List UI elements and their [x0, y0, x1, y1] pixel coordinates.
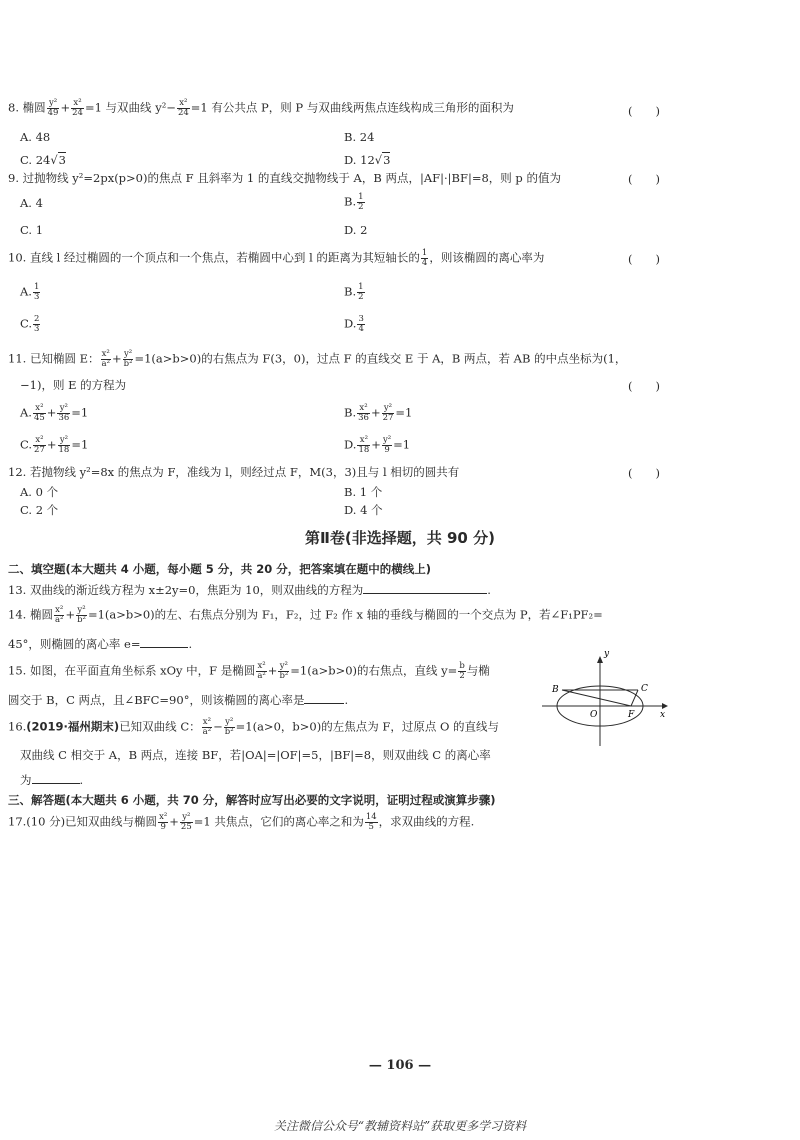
q9-option-c[interactable]: C. 1 — [20, 223, 44, 237]
q14-answer-blank[interactable] — [140, 636, 188, 648]
q16-stem-line1: 16.(2019·福州期末)已知双曲线 C： $\frac{\text{x²}}{\text{a²}}$ − $\frac{\text{y²}}{\text{b²}}$ =1(a>0，b>0)的左焦点为 F，过原点 O 的直线与 — [8, 717, 500, 737]
y-label: y — [604, 650, 610, 659]
q11-option-b[interactable]: B. $\frac{\text{x²}}{36}$ + $\frac{\text{y²}}{27}$ =1 — [344, 403, 413, 423]
q16-answer-blank[interactable] — [32, 772, 80, 784]
q17-stem: 17.(10 分)已知双曲线与椭圆 $\frac{\text{x²}}{9}$ + $\frac{\text{y²}}{25}$ =1 共焦点，它们的离心率之和为 $\frac{14}{5}$ ，求双曲线的方程. — [8, 812, 475, 832]
q12-option-d[interactable]: D. 4 个 — [344, 503, 383, 517]
part2-title: 第Ⅱ卷(非选择题，共 90 分) — [305, 529, 495, 547]
y-axis-arrow — [597, 656, 603, 663]
q10-option-b[interactable]: B. $\frac{1}{2}$ — [344, 282, 364, 302]
ellipse-figure — [538, 650, 668, 748]
q15-stem-line1: 15. 如图，在平面直角坐标系 xOy 中，F 是椭圆 $\frac{\text{x²}}{\text{a²}}$ + $\frac{\text{y²}}{\text{b²}}$ =1(a>b>0)的右焦点，直线 y= $\frac{b}{2}$ 与椭 — [8, 661, 490, 681]
q9-answer-paren[interactable]: ( ) — [628, 172, 660, 186]
q16-stem-line3: 为 . — [20, 773, 84, 787]
q10-option-a[interactable]: A. $\frac{1}{3}$ — [20, 282, 40, 302]
q11-answer-paren[interactable]: ( ) — [628, 379, 660, 393]
footer-note: 关注微信公众号“教辅资料站”获取更多学习资料 — [273, 1119, 527, 1133]
q14-stem-line1: 14. 椭圆 $\frac{\text{x²}}{\text{a²}}$ + $\frac{\text{y²}}{\text{b²}}$ =1(a>b>0)的左、右焦点分别为 F₁，F₂，过 F₂ 作 x 轴的垂线与椭圆的一个交点为 P，若∠F₁PF₂= — [8, 605, 603, 625]
q9-option-b[interactable]: B. $\frac{1}{2}$ — [344, 192, 364, 212]
q10-option-c[interactable]: C. $\frac{2}{3}$ — [20, 314, 40, 334]
x-axis-arrow — [662, 703, 668, 709]
q14-stem-line2: 45°，则椭圆的离心率 e= . — [8, 637, 193, 651]
origin-label: O — [590, 710, 598, 720]
q9-stem: 9. 过抛物线 y²=2px(p>0)的焦点 F 且斜率为 1 的直线交抛物线于 A，B 两点，|AF|·|BF|=8，则 p 的值为 — [8, 171, 561, 185]
section2-heading: 二、填空题(本大题共 4 小题，每小题 5 分，共 20 分，把答案填在题中的横线上) — [8, 562, 432, 576]
point-b-label: B — [552, 685, 559, 695]
q8-option-d[interactable]: D. 12√3 — [344, 153, 391, 167]
q10-answer-paren[interactable]: ( ) — [628, 252, 660, 266]
q11-option-c[interactable]: C. $\frac{\text{x²}}{27}$ + $\frac{\text{y²}}{18}$ =1 — [20, 435, 89, 455]
q12-option-b[interactable]: B. 1 个 — [344, 485, 383, 499]
q10-stem: 10. 直线 l 经过椭圆的一个顶点和一个焦点，若椭圆中心到 l 的距离为其短轴长的 $\frac{1}{4}$ ，则该椭圆的离心率为 — [8, 248, 545, 268]
q12-answer-paren[interactable]: ( ) — [628, 466, 660, 480]
q12-option-c[interactable]: C. 2 个 — [20, 503, 59, 517]
q12-stem: 12. 若抛物线 y²=8x 的焦点为 F，准线为 l，则经过点 F，M(3，3)且与 l 相切的圆共有 — [8, 465, 460, 479]
q15-stem-line2: 圆交于 B，C 两点，且∠BFC=90°，则该椭圆的离心率是 . — [8, 693, 349, 707]
q8-option-a[interactable]: A. 48 — [20, 130, 51, 144]
q8-answer-paren[interactable]: ( ) — [628, 104, 660, 118]
section3-heading: 三、解答题(本大题共 6 小题，共 70 分，解答时应写出必要的文字说明，证明过程或演算步骤) — [8, 793, 496, 807]
q11-stem-line2: −1)，则 E 的方程为 — [20, 378, 127, 392]
q8-option-c[interactable]: C. 24√3 — [20, 153, 66, 167]
q15-answer-blank[interactable] — [304, 692, 344, 704]
q11-option-d[interactable]: D. $\frac{\text{x²}}{18}$ + $\frac{\text{y²}}{9}$ =1 — [344, 435, 411, 455]
point-c-label: C — [641, 684, 648, 694]
q16-stem-line2: 双曲线 C 相交于 A，B 两点，连接 BF，若|OA|=|OF|=5，|BF|=8，则双曲线 C 的离心率 — [20, 748, 491, 762]
x-label: x — [660, 710, 666, 720]
q16-source-tag: (2019·福州期末) — [26, 719, 120, 734]
q13-stem: 13. 双曲线的渐近线方程为 x±2y=0，焦距为 10，则双曲线的方程为 . — [8, 583, 491, 597]
q11-option-a[interactable]: A. $\frac{\text{x²}}{45}$ + $\frac{\text{y²}}{36}$ =1 — [20, 403, 89, 423]
page-number: — 106 — — [368, 1058, 432, 1073]
q8-option-b[interactable]: B. 24 — [344, 130, 375, 144]
q12-option-a[interactable]: A. 0 个 — [20, 485, 59, 499]
q13-answer-blank[interactable] — [363, 582, 487, 594]
segment-bf — [562, 690, 631, 706]
q11-stem-line1: 11. 已知椭圆 E： $\frac{\text{x²}}{\text{a²}}$ + $\frac{\text{y²}}{\text{b²}}$ =1(a>b>0)的右焦点为 F(3，0)，过点 F 的直线交 E 于 A，B 两点，若 AB 的中点坐标为(1， — [8, 349, 627, 369]
q9-option-d[interactable]: D. 2 — [344, 223, 368, 237]
q8-stem: 8. 椭圆 $\frac{\text{y²}}{49}$ + $\frac{\text{x²}}{24}$ =1 与双曲线 y²− $\frac{\text{x²}}{24}$ =1 有公共点 P，则 P 与双曲线两焦点连线构成三角形的面积为 — [8, 98, 514, 118]
q10-option-d[interactable]: D. $\frac{3}{4}$ — [344, 314, 364, 334]
point-f-label: F — [628, 710, 635, 720]
q9-option-a[interactable]: A. 4 — [20, 196, 43, 210]
